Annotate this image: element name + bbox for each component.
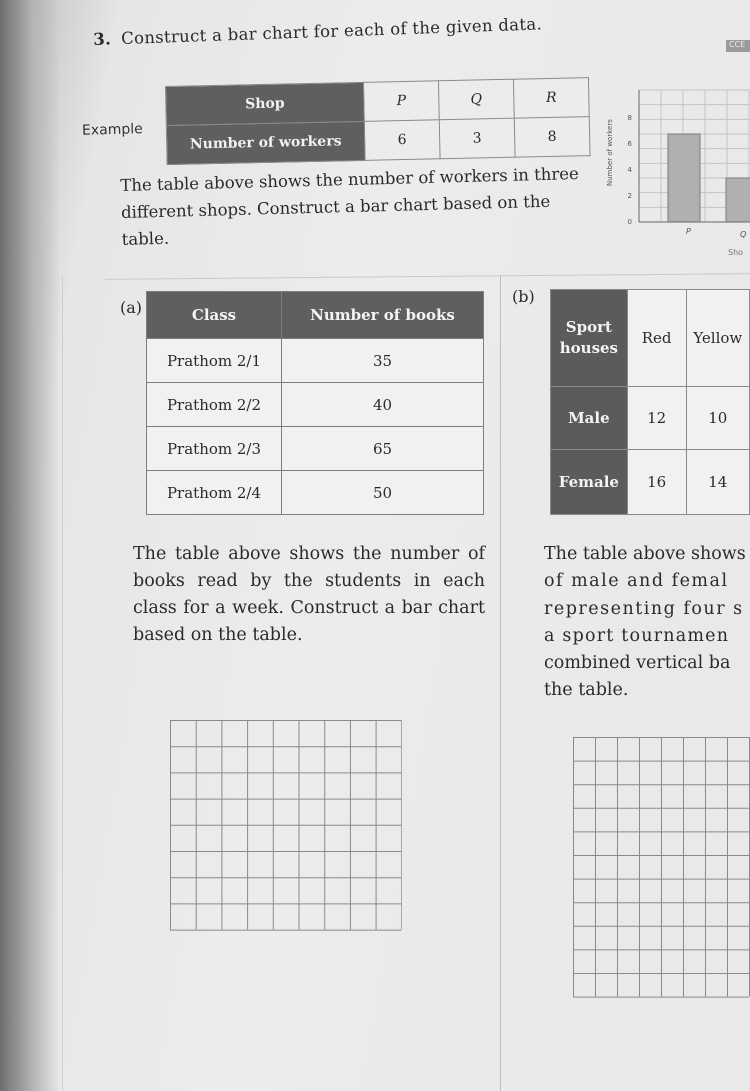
example-bar-chart <box>598 82 750 260</box>
table-row <box>147 339 484 383</box>
class-cell: Prathom 2/4 <box>147 471 282 515</box>
value-cell: 12 <box>627 387 686 450</box>
example-description: The table above shows the number of workers in three different shops. Construct a bar chart based on the table. <box>120 163 579 249</box>
example-table-cell: 3 <box>439 118 515 159</box>
part-a-description: The table above shows the number of books read by the students in each class for a week. Construct a bar chart based on the table. <box>133 544 485 645</box>
panel-top-border <box>105 273 750 280</box>
part-b-answer-grid[interactable] <box>573 737 750 999</box>
part-b-text-line: a sport tournamen <box>544 625 730 646</box>
part-a-label: (a) <box>120 298 143 317</box>
example-label: Example <box>81 121 143 139</box>
table-row <box>147 383 484 427</box>
example-table-workers-header: Number of workers <box>166 121 365 164</box>
y-tick-label: 8 <box>627 114 632 122</box>
panel-left-border <box>62 275 63 1091</box>
class-cell: Prathom 2/3 <box>147 427 282 471</box>
class-cell: Prathom 2/1 <box>147 339 282 383</box>
part-b-label: (b) <box>512 287 535 306</box>
part-b-text-line: the table. <box>544 680 629 701</box>
question-heading <box>93 14 542 49</box>
part-a-header-class: Class <box>147 292 282 339</box>
y-tick-label: 2 <box>627 192 632 200</box>
example-table-cell: R <box>513 78 589 119</box>
table-row <box>147 427 484 471</box>
part-b-text-line: representing four s <box>544 598 744 619</box>
part-b-description <box>544 541 750 705</box>
example-table-shop-header: Shop <box>166 82 365 125</box>
value-cell: 14 <box>686 450 749 515</box>
class-cell: Prathom 2/2 <box>147 383 282 427</box>
example-table-cell: 8 <box>514 117 590 158</box>
value-cell: 10 <box>686 387 749 450</box>
table-row <box>551 387 750 450</box>
table-row <box>147 471 484 515</box>
part-a-answer-grid[interactable] <box>170 720 402 932</box>
books-cell: 50 <box>282 471 484 515</box>
example-table-cell: Q <box>438 79 514 120</box>
books-cell: 35 <box>282 339 484 383</box>
y-tick-label: 6 <box>627 140 632 148</box>
row-label-male: Male <box>551 387 628 450</box>
part-b-table <box>550 289 750 515</box>
bar-p <box>668 134 700 222</box>
panel-divider <box>500 275 501 1091</box>
table-row <box>551 450 750 515</box>
part-a-table <box>146 291 484 515</box>
y-tick-label: 0 <box>627 218 632 226</box>
y-tick-label: 4 <box>627 166 632 174</box>
sport-houses-header-line: houses <box>559 339 618 357</box>
books-cell: 40 <box>282 383 484 427</box>
part-a-header-books: Number of books <box>282 292 484 339</box>
value-cell: 16 <box>627 450 686 515</box>
x-axis-label: Sho <box>728 248 744 257</box>
corner-badge: CCE <box>726 40 750 52</box>
page-edge-shadow <box>0 0 60 1091</box>
row-label-female: Female <box>551 450 628 515</box>
example-table <box>165 77 591 165</box>
house-header-yellow: Yellow <box>686 290 749 387</box>
sport-houses-header <box>551 290 628 387</box>
example-table-cell: P <box>363 81 439 122</box>
house-header-red: Red <box>627 290 686 387</box>
y-axis-label: Number of workers <box>606 119 614 186</box>
sport-houses-header-line: Sport <box>565 318 612 336</box>
question-text: Construct a bar chart for each of the given data. <box>120 14 543 49</box>
example-table-cell: 6 <box>364 120 440 161</box>
part-b-text-line: of male and femal <box>544 571 729 592</box>
bar-q <box>726 178 750 222</box>
part-b-text-line: combined vertical ba <box>544 653 731 674</box>
books-cell: 65 <box>282 427 484 471</box>
question-number: 3. <box>93 29 112 49</box>
x-tick-label: Q <box>740 230 747 239</box>
part-b-text-line: The table above shows <box>544 544 746 564</box>
x-tick-label: P <box>686 227 691 236</box>
